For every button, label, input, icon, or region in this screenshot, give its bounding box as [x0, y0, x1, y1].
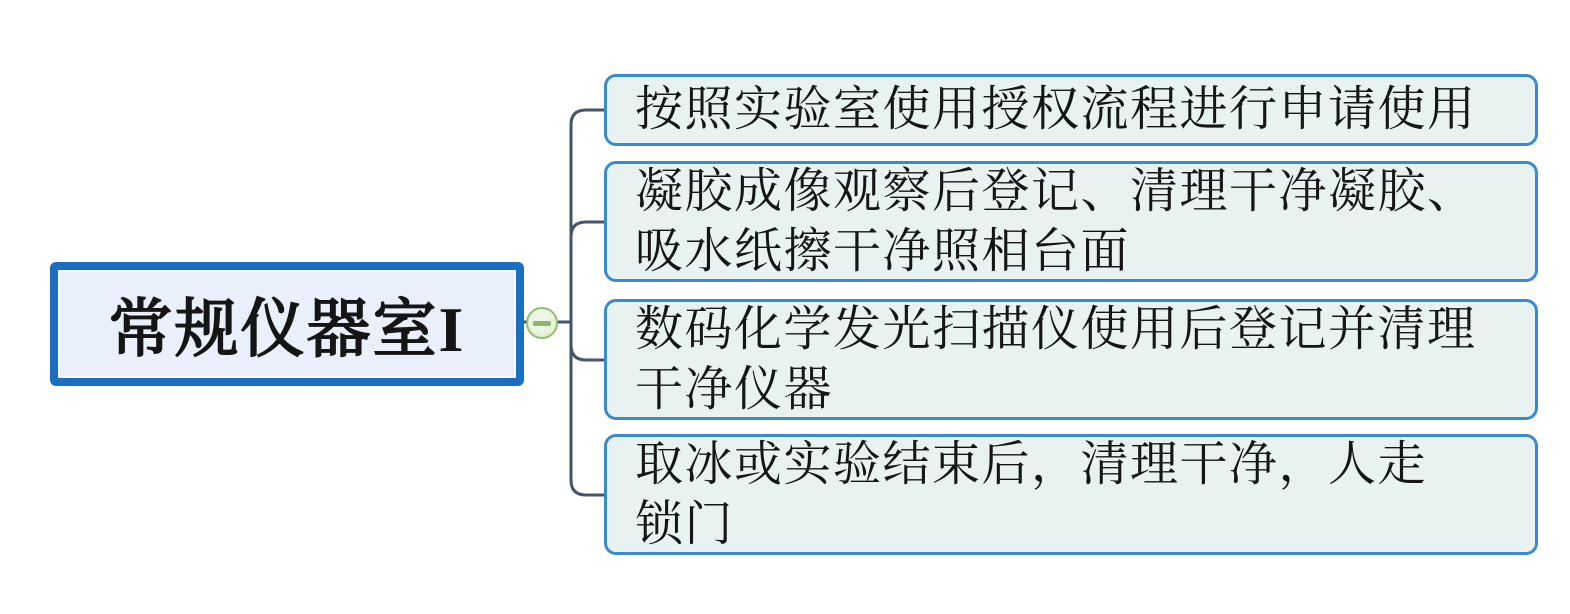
subtopic-node-1[interactable]: [604, 74, 1538, 146]
subtopic-node-4[interactable]: [604, 434, 1538, 555]
root-topic-label: 常规仪器室I: [108, 294, 466, 365]
root-topic-node[interactable]: [50, 262, 524, 386]
subtopic-2-line-2: 吸水纸擦干净照相台面: [635, 224, 1131, 278]
subtopic-node-3[interactable]: [604, 299, 1538, 420]
connector-branch-4: [571, 322, 606, 495]
subtopic-3-line-2: 干净仪器: [635, 362, 834, 416]
minus-icon: [533, 321, 551, 326]
subtopic-node-2[interactable]: [604, 161, 1538, 282]
connector-branch-2: [571, 222, 606, 322]
subtopic-4-line-1: 取冰或实验结束后，清理干净，人走: [635, 437, 1428, 491]
collapse-button[interactable]: [526, 307, 558, 339]
connector-branch-3: [571, 322, 606, 360]
connector-branch-1: [571, 110, 606, 322]
subtopic-4-line-2: 锁门: [635, 497, 735, 551]
subtopic-3-line-1: 数码化学发光扫描仪使用后登记并清理: [635, 302, 1477, 356]
subtopic-1-line-1: 按照实验室使用授权流程进行申请使用: [635, 83, 1477, 136]
subtopic-2-line-1: 凝胶成像观察后登记、清理干净凝胶、: [635, 164, 1477, 218]
